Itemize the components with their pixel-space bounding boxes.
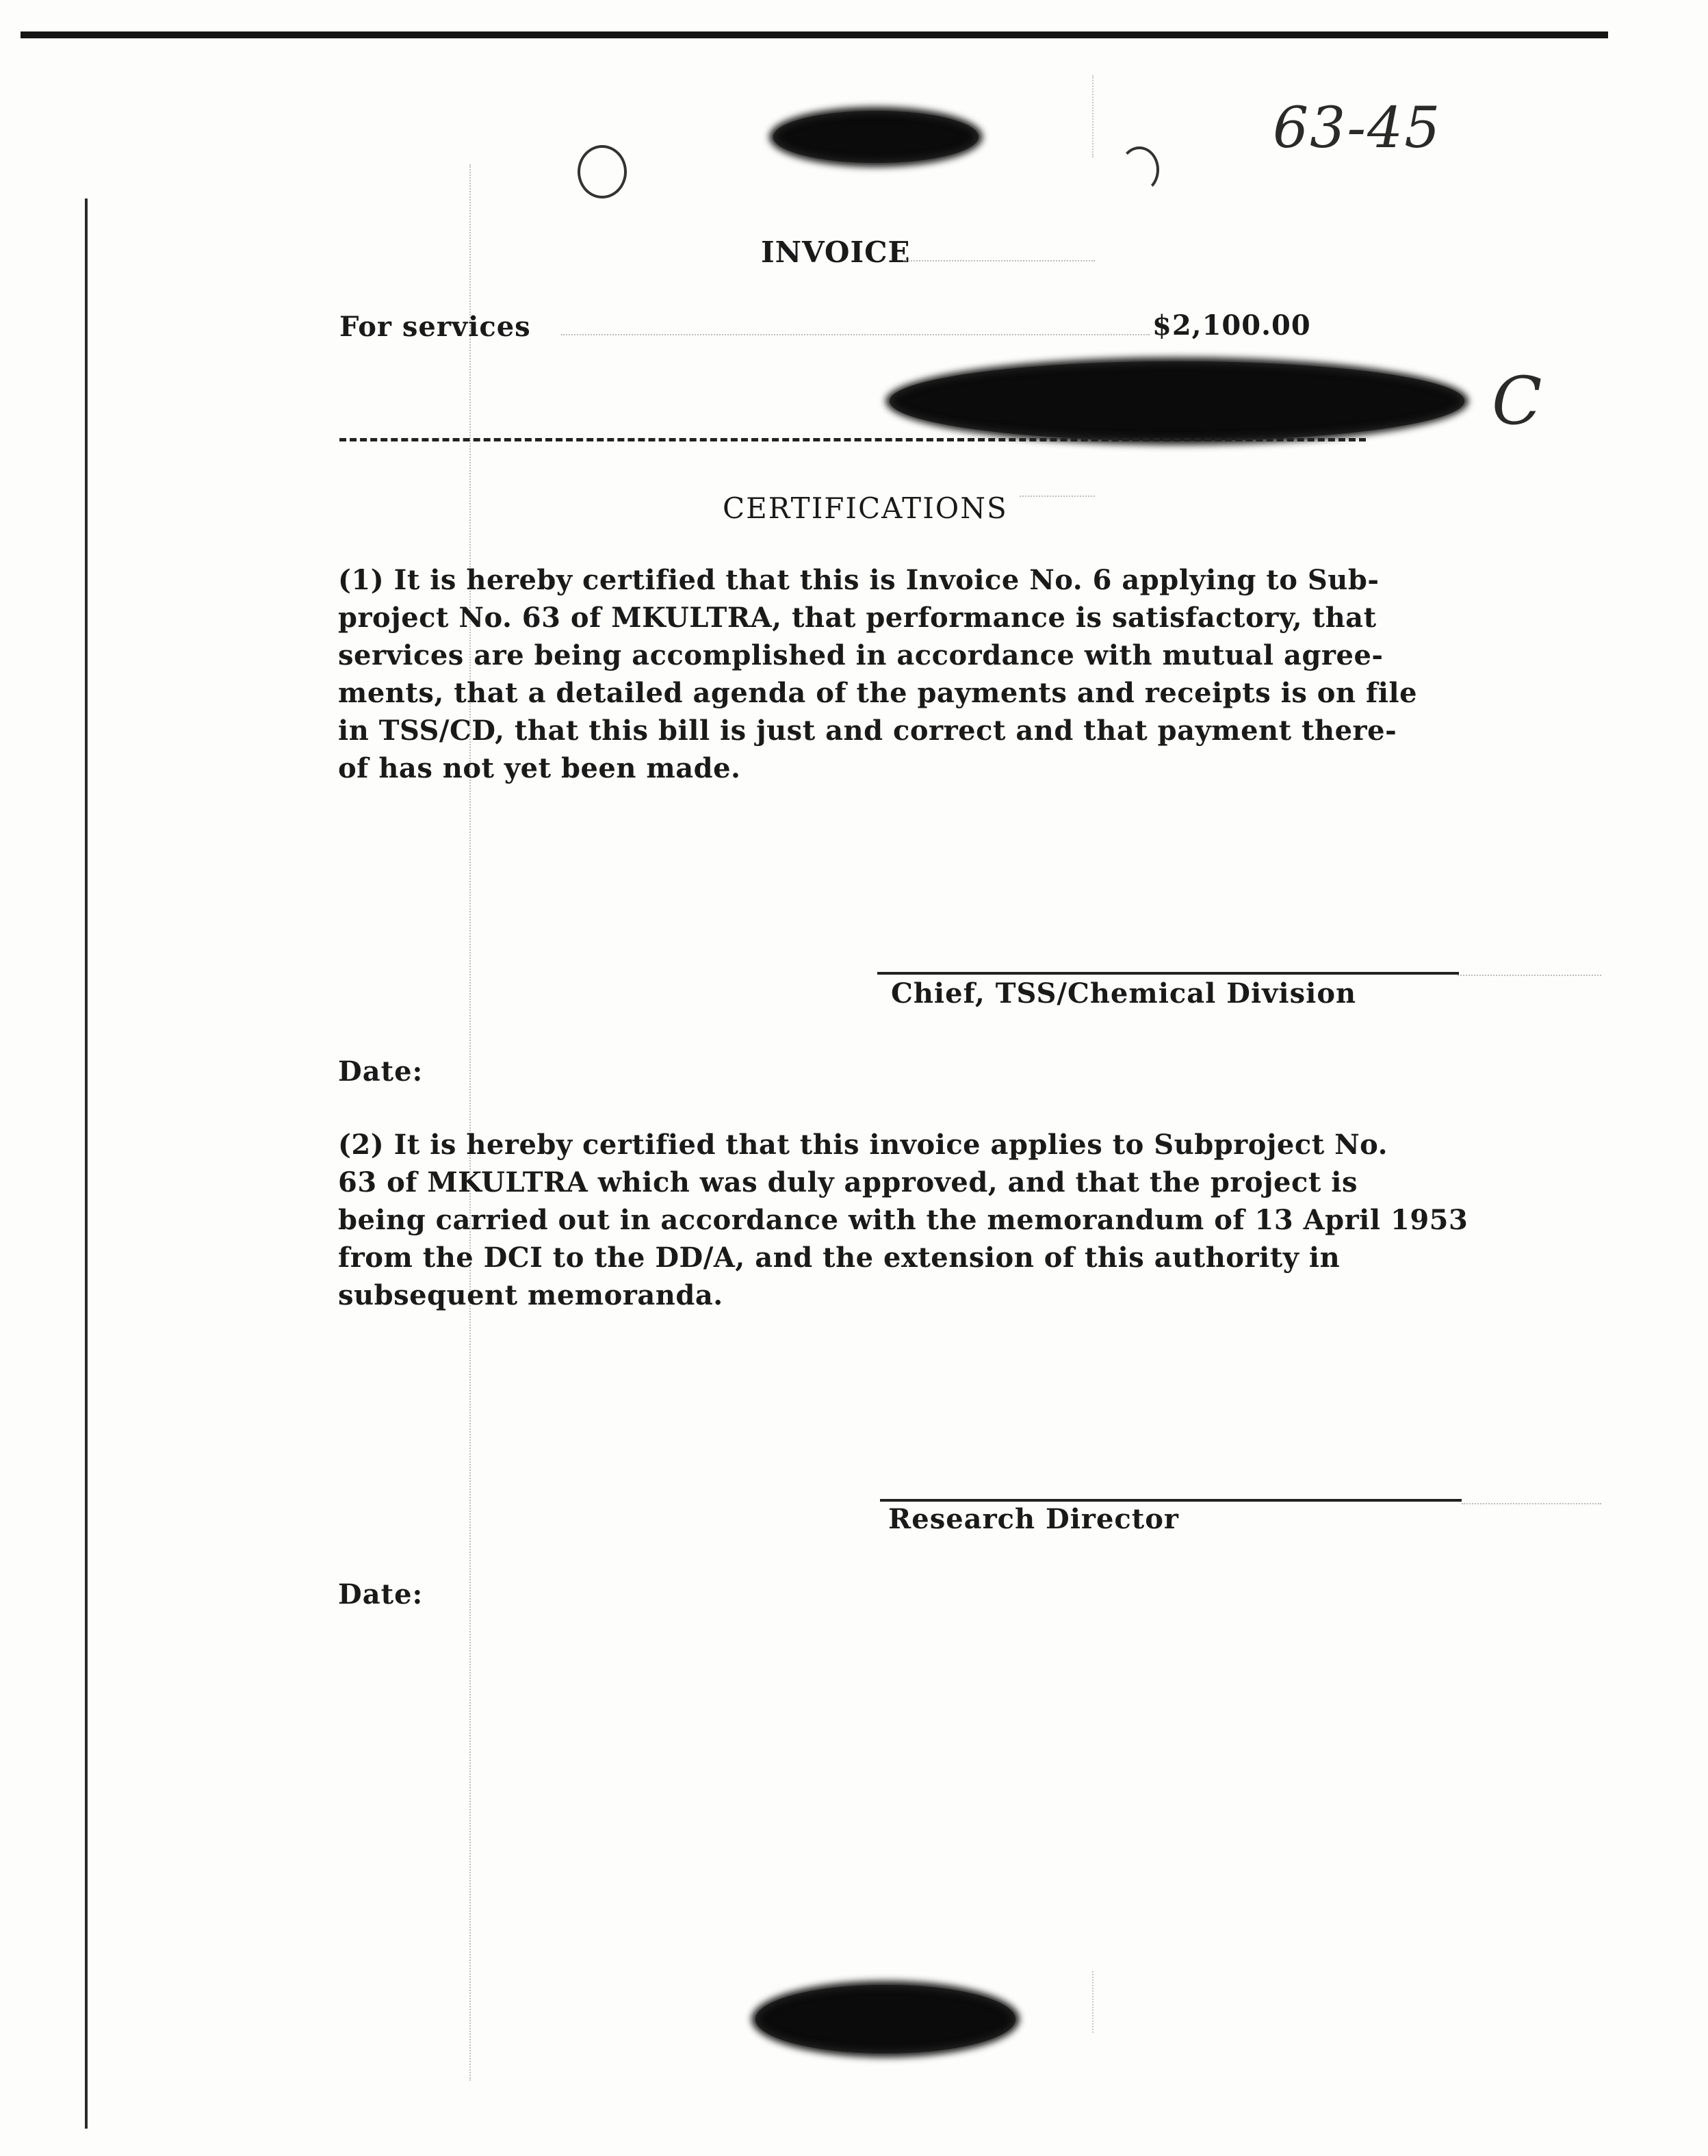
signatory-research-director: Research Director bbox=[888, 1503, 1180, 1535]
scan-guide-line bbox=[561, 334, 1150, 335]
scan-guide-line bbox=[1458, 975, 1601, 976]
scan-guide-line bbox=[469, 164, 471, 2081]
date-label: Date: bbox=[338, 1578, 424, 1610]
scan-guide-line bbox=[1020, 496, 1095, 497]
paragraph-line: project No. 63 of MKULTRA, that performance is satisfactory, that bbox=[338, 602, 1377, 634]
paragraph-line: in TSS/CD, that this bill is just and correct and that payment there- bbox=[338, 715, 1397, 747]
scan-guide-line bbox=[1092, 1971, 1094, 2033]
signature-line bbox=[880, 1499, 1462, 1502]
handwritten-number: 63-45 bbox=[1273, 96, 1442, 161]
paragraph-line: (2) It is hereby certified that this invoice applies to Subproject No. bbox=[338, 1129, 1388, 1161]
paragraph-line: (1) It is hereby certified that this is Invoice No. 6 applying to Sub- bbox=[338, 564, 1380, 596]
redaction-middle bbox=[890, 361, 1464, 441]
scan-guide-line bbox=[1092, 75, 1094, 157]
paragraph-line: of has not yet been made. bbox=[338, 752, 741, 784]
date-label: Date: bbox=[338, 1055, 424, 1088]
certification-2-paragraph bbox=[338, 1126, 1468, 1314]
paragraph-line: services are being accomplished in accordance with mutual agree- bbox=[338, 639, 1384, 671]
services-label: For services bbox=[339, 311, 531, 343]
signatory-chief-tss: Chief, TSS/Chemical Division bbox=[891, 977, 1357, 1010]
paragraph-line: subsequent memoranda. bbox=[338, 1279, 723, 1311]
certification-1-paragraph bbox=[338, 561, 1417, 787]
redaction-bottom bbox=[755, 1985, 1015, 2053]
paragraph-line: from the DCI to the DD/A, and the extension of this authority in bbox=[338, 1242, 1341, 1274]
certifications-heading: CERTIFICATIONS bbox=[723, 491, 1008, 525]
scan-guide-line bbox=[1462, 1503, 1601, 1504]
punch-hole-mark bbox=[578, 145, 627, 198]
scan-guide-line bbox=[903, 260, 1095, 261]
services-amount: $2,100.00 bbox=[1152, 309, 1311, 342]
punch-hole-mark bbox=[1120, 146, 1159, 193]
dashed-separator bbox=[339, 438, 1366, 441]
paragraph-line: 63 of MKULTRA which was duly approved, and that the project is bbox=[338, 1166, 1358, 1198]
top-border-rule bbox=[21, 31, 1608, 38]
paragraph-line: ments, that a detailed agenda of the payments and receipts is on file bbox=[338, 677, 1418, 709]
invoice-title: INVOICE bbox=[761, 235, 911, 269]
redaction-top bbox=[773, 111, 979, 163]
paragraph-line: being carried out in accordance with the memorandum of 13 April 1953 bbox=[338, 1204, 1468, 1236]
handwritten-mark: C bbox=[1492, 363, 1544, 439]
signature-line bbox=[877, 972, 1459, 975]
left-margin-rule bbox=[85, 198, 88, 2129]
